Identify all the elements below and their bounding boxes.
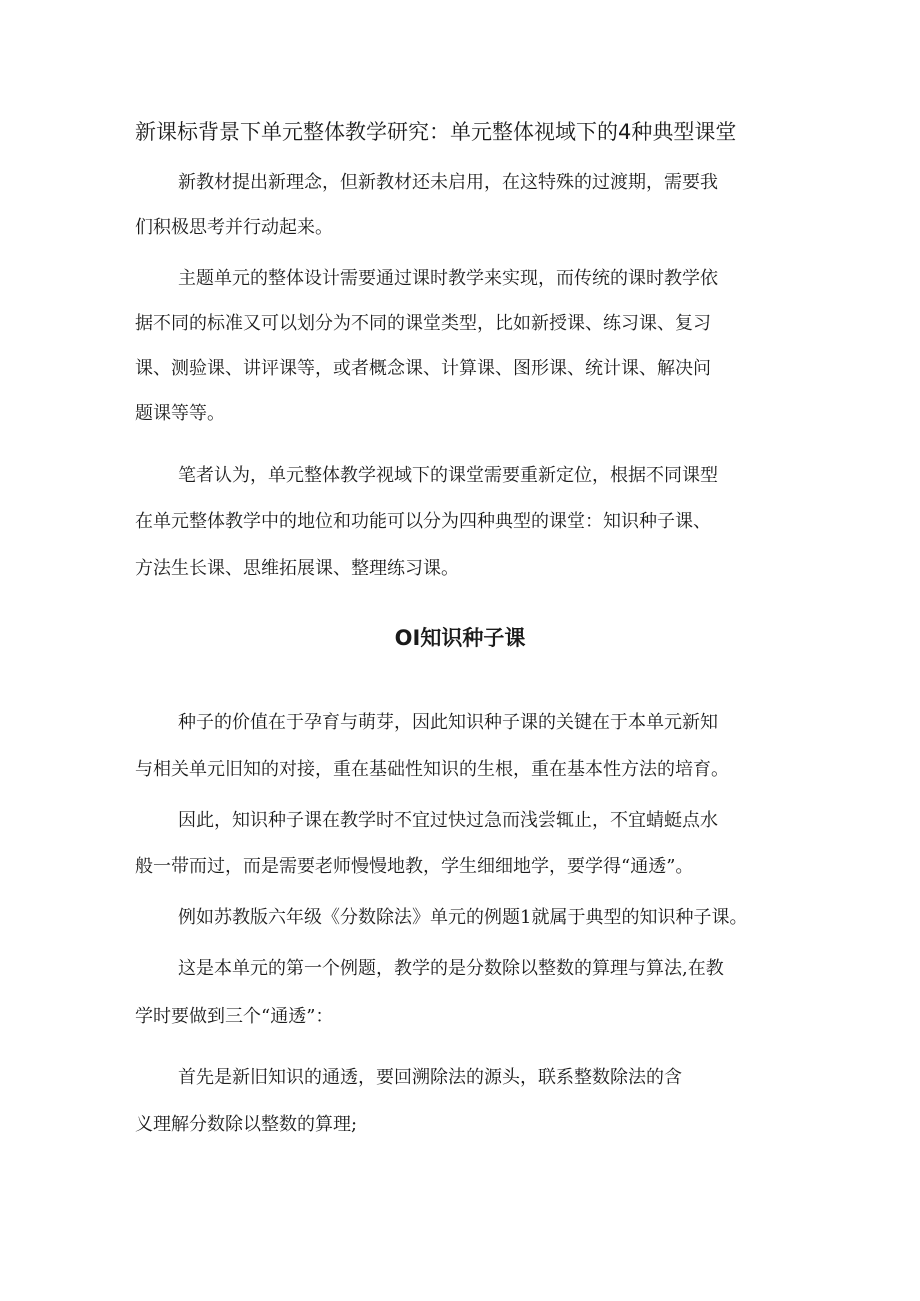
paragraph-line: 例如苏教版六年级《分数除法》单元的例题1就属于典型的知识种子课。: [178, 907, 748, 928]
paragraph-line: 方法生长课、思维拓展课、整理练习课。: [135, 558, 459, 579]
paragraph-line: 因此，知识种子课在教学时不宜过快过急而浅尝辄止，不宜蜻蜓点水: [178, 810, 718, 831]
paragraph-line: 题课等等。: [135, 403, 225, 424]
paragraph-line: 据不同的标准又可以划分为不同的课堂类型，比如新授课、练习课、复习: [135, 313, 711, 334]
paragraph-line: 般一带而过，而是需要老师慢慢地教，学生细细地学，要学得“通透”。: [135, 856, 694, 877]
paragraph-line: 课、测验课、讲评课等，或者概念课、计算课、图形课、统计课、解决问: [135, 358, 711, 379]
document-title: 新课标背景下单元整体教学研究：单元整体视域下的4种典型课堂: [135, 120, 737, 144]
paragraph-line: 们积极思考并行动起来。: [135, 217, 333, 238]
paragraph-line: 首先是新旧知识的通透，要回溯除法的源头，联系整数除法的含: [178, 1067, 682, 1088]
paragraph-line: 在单元整体教学中的地位和功能可以分为四种典型的课堂：知识种子课、: [135, 511, 711, 532]
paragraph-line: 义理解分数除以整数的算理;: [135, 1114, 358, 1135]
section-heading: OI知识种子课: [394, 626, 526, 650]
paragraph-line: 这是本单元的第一个例题，教学的是分数除以整数的算理与算法,在教: [178, 958, 724, 979]
paragraph-line: 种子的价值在于孕育与萌芽，因此知识种子课的关键在于本单元新知: [178, 712, 718, 733]
paragraph-line: 笔者认为，单元整体教学视域下的课堂需要重新定位，根据不同课型: [178, 465, 718, 486]
paragraph-line: 与相关单元旧知的对接，重在基础性知识的生根，重在基本性方法的培育。: [135, 759, 729, 780]
paragraph-line: 学时要做到三个“通透”：: [135, 1006, 334, 1027]
paragraph-line: 新教材提出新理念，但新教材还未启用，在这特殊的过渡期，需要我: [178, 172, 718, 193]
paragraph-line: 主题单元的整体设计需要通过课时教学来实现，而传统的课时教学依: [178, 268, 718, 289]
